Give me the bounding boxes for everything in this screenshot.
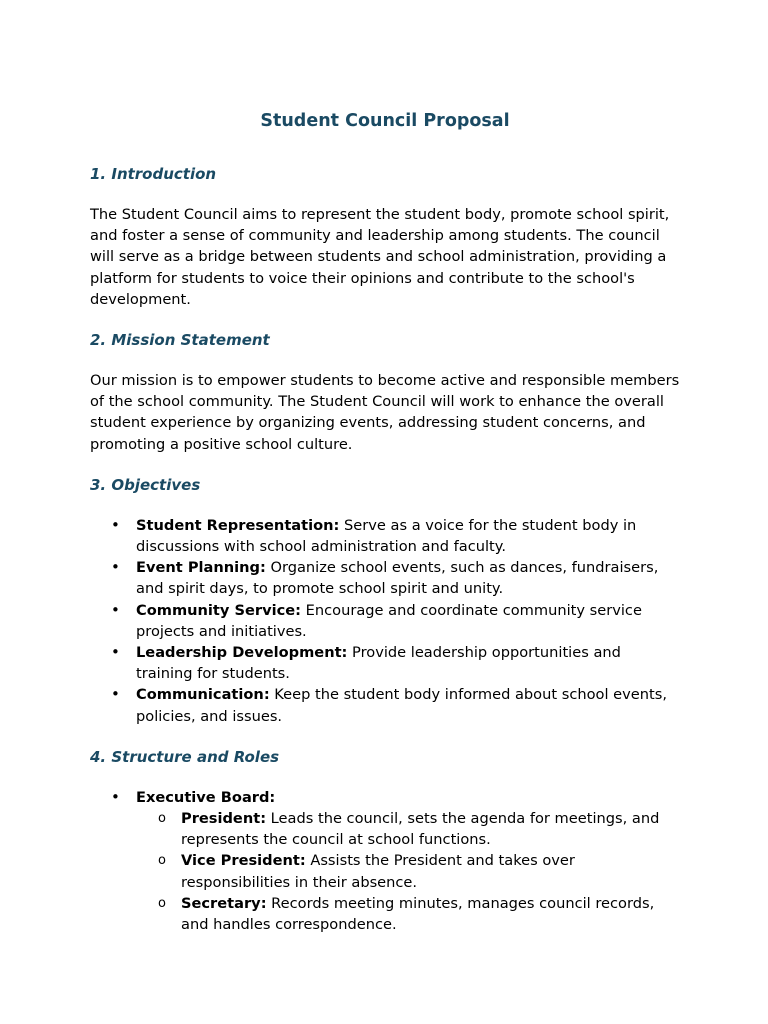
list-item bbox=[111, 787, 680, 935]
list-item bbox=[111, 515, 680, 557]
list-item bbox=[111, 557, 680, 599]
sub-list-item bbox=[158, 808, 680, 850]
sub-list-item bbox=[158, 850, 680, 892]
item-text: Provide leadership opportunities and training for students. bbox=[136, 644, 621, 683]
section-heading-objectives: 3. Objectives bbox=[90, 475, 201, 494]
page-title: Student Council Proposal bbox=[260, 111, 510, 131]
item-label: Event Planning: bbox=[136, 559, 266, 577]
role-text: Assists the President and takes over responsibilities in their absence. bbox=[181, 852, 575, 891]
item-label: Leadership Development: bbox=[136, 644, 348, 662]
item-text: Keep the student body informed about school events, policies, and issues. bbox=[136, 686, 667, 725]
mission-statement-paragraph: Our mission is to empower students to become active and responsible members of the school community. The Student Council will work to enhance the overall student experience by organizing events, addressing student concerns, and promoting a positive school culture. bbox=[90, 372, 680, 453]
section-heading-introduction: 1. Introduction bbox=[90, 165, 217, 183]
introduction-paragraph: The Student Council aims to represent the student body, promote school spirit, and foster a sense of community and leadership among students. The council will serve as a bridge between students and school administration, providing a platform for students to voice their opinions and contribute to the school's development. bbox=[90, 206, 670, 308]
item-label: Community Service: bbox=[136, 601, 302, 619]
role-label: President: bbox=[181, 810, 267, 828]
list-item bbox=[111, 600, 680, 642]
circle-bullet-icon: o bbox=[158, 811, 166, 827]
role-text: Leads the council, sets the agenda for meetings, and represents the council at school functions. bbox=[181, 810, 660, 849]
bullet-icon: • bbox=[111, 643, 120, 662]
bullet-icon: • bbox=[111, 515, 120, 534]
objectives-list bbox=[90, 515, 680, 727]
role-text: Records meeting minutes, manages council records, and handles correspondence. bbox=[181, 894, 655, 934]
bullet-icon: • bbox=[111, 558, 120, 577]
structure-list bbox=[90, 787, 680, 935]
circle-bullet-icon: o bbox=[158, 853, 166, 869]
bullet-icon: • bbox=[111, 600, 120, 619]
section-heading-structure-and-roles: 4. Structure and Roles bbox=[90, 747, 280, 766]
role-label: Secretary: bbox=[181, 894, 267, 912]
item-label: Executive Board: bbox=[136, 788, 276, 806]
bullet-icon: • bbox=[111, 685, 120, 704]
item-text: Serve as a voice for the student body in discussions with school administration and faculty. bbox=[136, 516, 637, 556]
list-item bbox=[111, 684, 680, 726]
section-heading-mission-statement: 2. Mission Statement bbox=[90, 331, 270, 350]
item-label: Student Representation: bbox=[136, 516, 340, 534]
bullet-icon: • bbox=[111, 787, 120, 806]
item-label: Communication: bbox=[136, 686, 270, 704]
sub-list-item bbox=[158, 893, 680, 935]
circle-bullet-icon: o bbox=[158, 895, 166, 911]
executive-board-roles-list bbox=[136, 808, 680, 935]
item-text: Encourage and coordinate community service projects and initiatives. bbox=[136, 601, 642, 640]
item-text: Organize school events, such as dances, fundraisers, and spirit days, to promote school spirit and unity. bbox=[136, 559, 659, 598]
role-label: Vice President: bbox=[181, 852, 306, 870]
list-item bbox=[111, 642, 680, 684]
